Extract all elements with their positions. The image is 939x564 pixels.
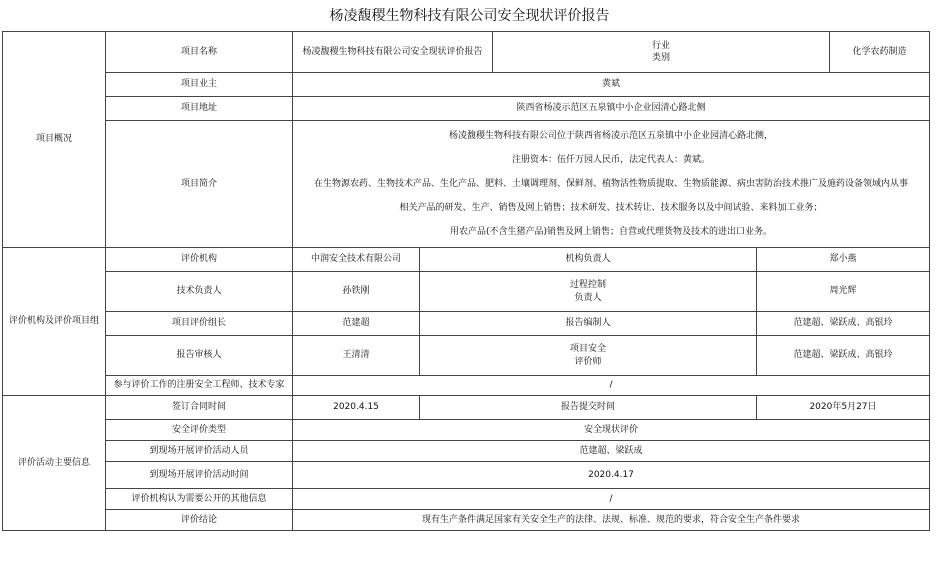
assessor-label: 项目安全 评价师	[420, 336, 757, 376]
reviewer-value: 王清清	[293, 336, 420, 376]
owner-label: 项目业主	[106, 73, 293, 97]
contract-label: 签订合同时间	[106, 396, 293, 420]
table-row	[3, 510, 930, 531]
org-head-value: 郑小燕	[757, 248, 930, 272]
project-name-value: 杨凌馥稷生物科技有限公司安全现状评价报告	[293, 32, 493, 73]
table-row	[3, 462, 930, 489]
page-title: 杨凌馥稷生物科技有限公司安全现状评价报告	[329, 8, 610, 24]
engineers-value: /	[293, 376, 930, 396]
table-row	[3, 73, 930, 97]
onsite-time-value: 2020.4.17	[293, 462, 930, 489]
intro-line: 用农产品(不含生猪产品)销售及网上销售；自营或代理货物及技术的进出口业务。	[449, 227, 773, 237]
engineers-label: 参与评价工作的注册安全工程师、技术专家	[106, 376, 293, 396]
owner-value: 黄斌	[293, 73, 930, 97]
type-label: 安全评价类型	[106, 420, 293, 441]
industry-label: 行业 类别	[493, 32, 830, 73]
table-row	[3, 396, 930, 420]
other-info-value: /	[293, 489, 930, 510]
table-row	[3, 441, 930, 462]
assessor-value: 范建超、梁跃成、高银玲	[757, 336, 930, 376]
team-leader-label: 项目评价组长	[106, 312, 293, 336]
org-label: 评价机构	[106, 248, 293, 272]
tech-head-value: 孙铁刚	[293, 272, 420, 312]
submit-label: 报告提交时间	[420, 396, 757, 420]
table-row	[3, 121, 930, 248]
onsite-staff-label: 到现场开展评价活动人员	[106, 441, 293, 462]
table-row	[3, 336, 930, 376]
section-label-activity: 评价活动主要信息	[3, 396, 106, 531]
table-row	[3, 489, 930, 510]
intro-label: 项目简介	[106, 121, 293, 248]
intro-text	[293, 121, 930, 248]
section-label-evaluator: 评价机构及评价项目组	[3, 248, 106, 396]
reviewer-label: 报告审核人	[106, 336, 293, 376]
report-writer-value: 范建超、梁跃成、高银玲	[757, 312, 930, 336]
table-row	[3, 312, 930, 336]
table-row	[3, 272, 930, 312]
process-head-value: 周光辉	[757, 272, 930, 312]
org-head-label: 机构负责人	[420, 248, 757, 272]
other-info-label: 评价机构认为需要公开的其他信息	[106, 489, 293, 510]
conclusion-label: 评价结论	[106, 510, 293, 531]
submit-value: 2020年5月27日	[757, 396, 930, 420]
tech-head-label: 技术负责人	[106, 272, 293, 312]
address-label: 项目地址	[106, 97, 293, 121]
intro-line: 相关产品的研发、生产、销售及网上销售；技术研发、技术转让、技术服务以及中间试验、来料加工业务；	[399, 203, 823, 213]
table-row	[3, 32, 930, 73]
intro-line: 杨凌馥稷生物科技有限公司位于陕西省杨凌示范区五泉镇中小企业园清心路北侧，	[448, 131, 773, 141]
onsite-time-label: 到现场开展评价活动时间	[106, 462, 293, 489]
project-name-label: 项目名称	[106, 32, 293, 73]
report-table	[2, 31, 930, 531]
address-value: 陕西省杨凌示范区五泉镇中小企业园清心路北侧	[293, 97, 930, 121]
industry-value: 化学农药制造	[830, 32, 930, 73]
onsite-staff-value: 范建超、梁跃成	[293, 441, 930, 462]
type-value: 安全现状评价	[293, 420, 930, 441]
table-row	[3, 420, 930, 441]
table-row	[3, 376, 930, 396]
section-label-project-overview: 项目概况	[3, 32, 106, 248]
process-head-label: 过程控制 负责人	[420, 272, 757, 312]
intro-line: 注册资本：伍仟万园人民币，法定代表人：黄斌。	[511, 155, 710, 165]
org-value: 中润安全技术有限公司	[293, 248, 420, 272]
intro-line: 在生物源农药、生物技术产品、生化产品、肥料、土壤调理剂、保鲜剂、植物活性物质提取、生物质能源、病虫害防治技术推广及施药设备领域内从事	[313, 179, 908, 189]
table-row	[3, 97, 930, 121]
contract-value: 2020.4.15	[293, 396, 420, 420]
table-row	[3, 248, 930, 272]
report-writer-label: 报告编制人	[420, 312, 757, 336]
conclusion-value: 现有生产条件满足国家有关安全生产的法律、法规、标准、规范的要求，符合安全生产条件要求	[293, 510, 930, 531]
team-leader-value: 范建超	[293, 312, 420, 336]
